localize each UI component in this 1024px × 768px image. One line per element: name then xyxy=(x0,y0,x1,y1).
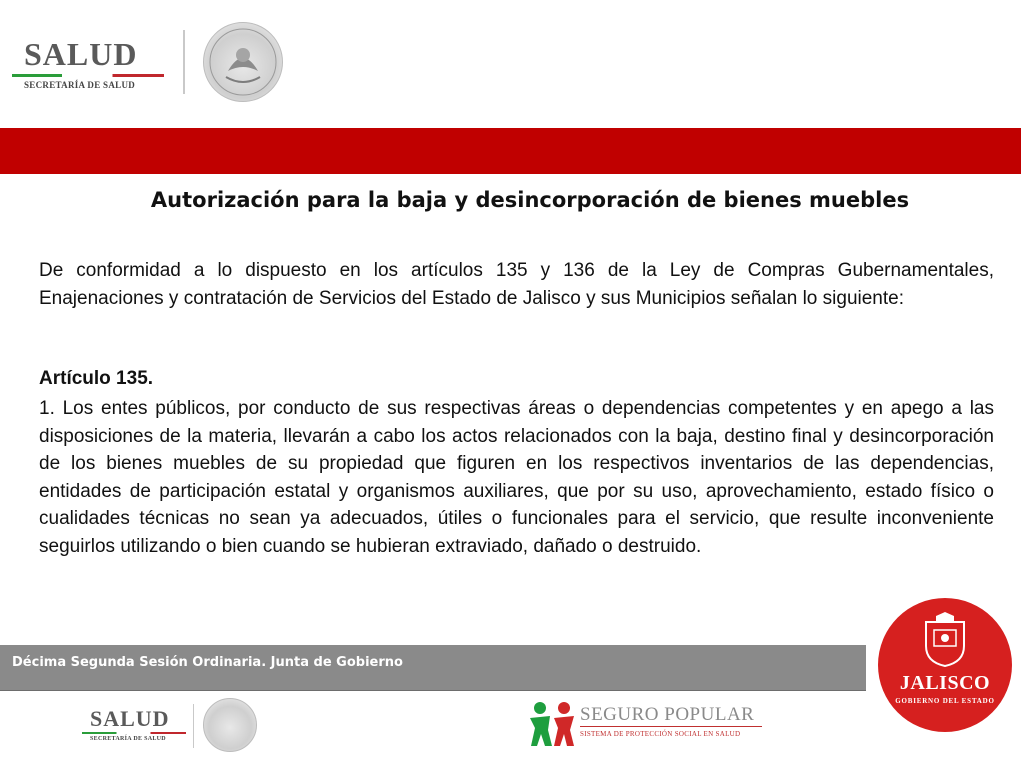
seguro-popular-subtitle: SISTEMA DE PROTECCIÓN SOCIAL EN SALUD xyxy=(580,730,741,738)
salud-logo-footer-subtitle: SECRETARÍA DE SALUD xyxy=(90,736,166,742)
article-paragraph: 1. Los entes públicos, por conducto de sus respectivas áreas o dependencias competentes y en apego a las disposiciones de la materia, llevarán a cabo los actos relacionados con la baja, destino final y desincorporación de los bienes muebles de su propiedad que figuren en los respectivos inventarios de las dependencias, entidades de participación estatal y organismos auxiliares, que por su uso, aprovechamiento, estado físico o cualidades técnicas no sean ya adecuados, útiles o funcionales para el servicio, que resulte inconveniente seguirlos utilizando o bien cuando se hubieran extraviado, dañado o destruido. xyxy=(39,398,994,557)
intro-paragraph: De conformidad a lo dispuesto en los artículos 135 y 136 de la Ley de Compras Gubernamentales, Enajenaciones y contratación de Servicios del Estado de Jalisco y sus Municipios señalan lo siguiente: xyxy=(39,260,994,309)
jalisco-name: JALISCO xyxy=(899,672,991,694)
salud-logo-subtitle: SECRETARÍA DE SALUD xyxy=(24,80,136,90)
mexico-seal-icon xyxy=(203,22,283,102)
salud-logo-word: SALUD xyxy=(24,36,138,72)
mexico-seal-art xyxy=(204,23,282,101)
salud-logo-header xyxy=(8,28,168,98)
jalisco-logo xyxy=(878,598,1012,732)
article-heading: Artículo 135. xyxy=(39,368,154,389)
salud-logo-footer xyxy=(80,700,190,750)
seguro-popular-figures-icon xyxy=(528,700,576,750)
seguro-popular-title: SEGURO POPULAR xyxy=(580,704,755,725)
footer-session-label: Décima Segunda Sesión Ordinaria. Junta de Gobierno xyxy=(12,655,403,670)
mexico-seal-footer-icon xyxy=(203,698,257,752)
jalisco-crest-icon xyxy=(920,612,970,668)
logo-divider xyxy=(183,30,185,94)
footer-logo-divider xyxy=(193,704,194,748)
salud-tricolor-line xyxy=(12,74,164,77)
red-header-band xyxy=(0,128,1021,174)
page-title: Autorización para la baja y desincorporación de bienes muebles xyxy=(150,188,910,212)
salud-logo-footer-word: SALUD xyxy=(90,706,170,731)
seguro-popular-rule xyxy=(580,726,762,727)
jalisco-subtitle: GOBIERNO DEL ESTADO xyxy=(895,697,995,705)
salud-footer-tricolor-line xyxy=(82,732,186,734)
